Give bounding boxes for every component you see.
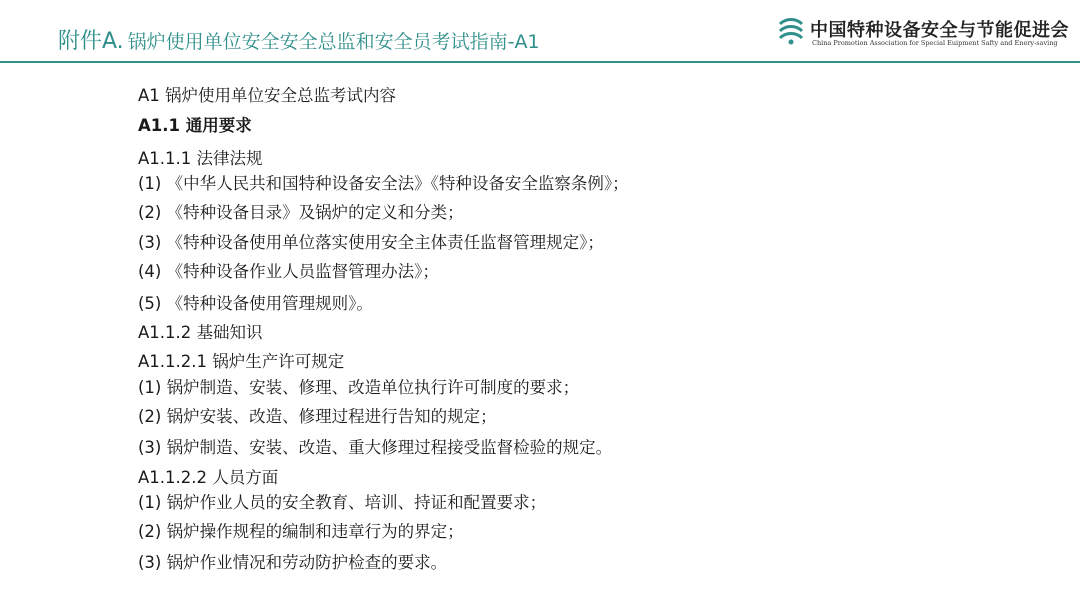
list-item: (2) 锅炉操作规程的编制和违章行为的界定； [138, 522, 464, 541]
section-heading: A1 锅炉使用单位安全总监考试内容 [138, 86, 397, 105]
list-item: (3) 锅炉制造、安装、改造、重大修理过程接受监督检验的规定。 [138, 438, 613, 457]
title-text: 锅炉使用单位安全安全总监和安全员考试指南-A1 [127, 31, 540, 53]
list-item: (5) 《特种设备使用管理规则》。 [138, 294, 373, 313]
list-item: (1) 锅炉制造、安装、修理、改造单位执行许可制度的要求； [138, 378, 580, 397]
org-name-en: China Promotion Association for Special Euipment Safty and Enery-saving [812, 39, 1058, 47]
header-divider [0, 61, 1080, 63]
subsection-heading: A1.1 通用要求 [138, 116, 252, 135]
subsection-heading: A1.1.2.1 锅炉生产许可规定 [138, 352, 345, 371]
list-item: (1) 锅炉作业人员的安全教育、培训、持证和配置要求； [138, 493, 547, 512]
page-header [0, 0, 1080, 62]
org-logo-icon [776, 16, 806, 46]
title-prefix: 附件A. [58, 29, 124, 54]
list-item: (4) 《特种设备作业人员监督管理办法》； [138, 262, 439, 281]
org-name-cn: 中国特种设备安全与节能促进会 [810, 20, 1069, 41]
subsection-heading: A1.1.2 基础知识 [138, 323, 263, 342]
list-item: (1) 《中华人民共和国特种设备安全法》《特种设备安全监察条例》； [138, 174, 629, 193]
page-title [58, 24, 540, 55]
list-item: (2) 《特种设备目录》及锅炉的定义和分类； [138, 203, 464, 222]
org-logo [776, 14, 1076, 54]
list-item: (3) 锅炉作业情况和劳动防护检查的要求。 [138, 553, 448, 572]
list-item: (3) 《特种设备使用单位落实使用安全主体责任监督管理规定》； [138, 233, 604, 252]
subsection-heading: A1.1.1 法律法规 [138, 149, 263, 168]
subsection-heading: A1.1.2.2 人员方面 [138, 468, 279, 487]
list-item: (2) 锅炉安装、改造、修理过程进行告知的规定； [138, 407, 497, 426]
